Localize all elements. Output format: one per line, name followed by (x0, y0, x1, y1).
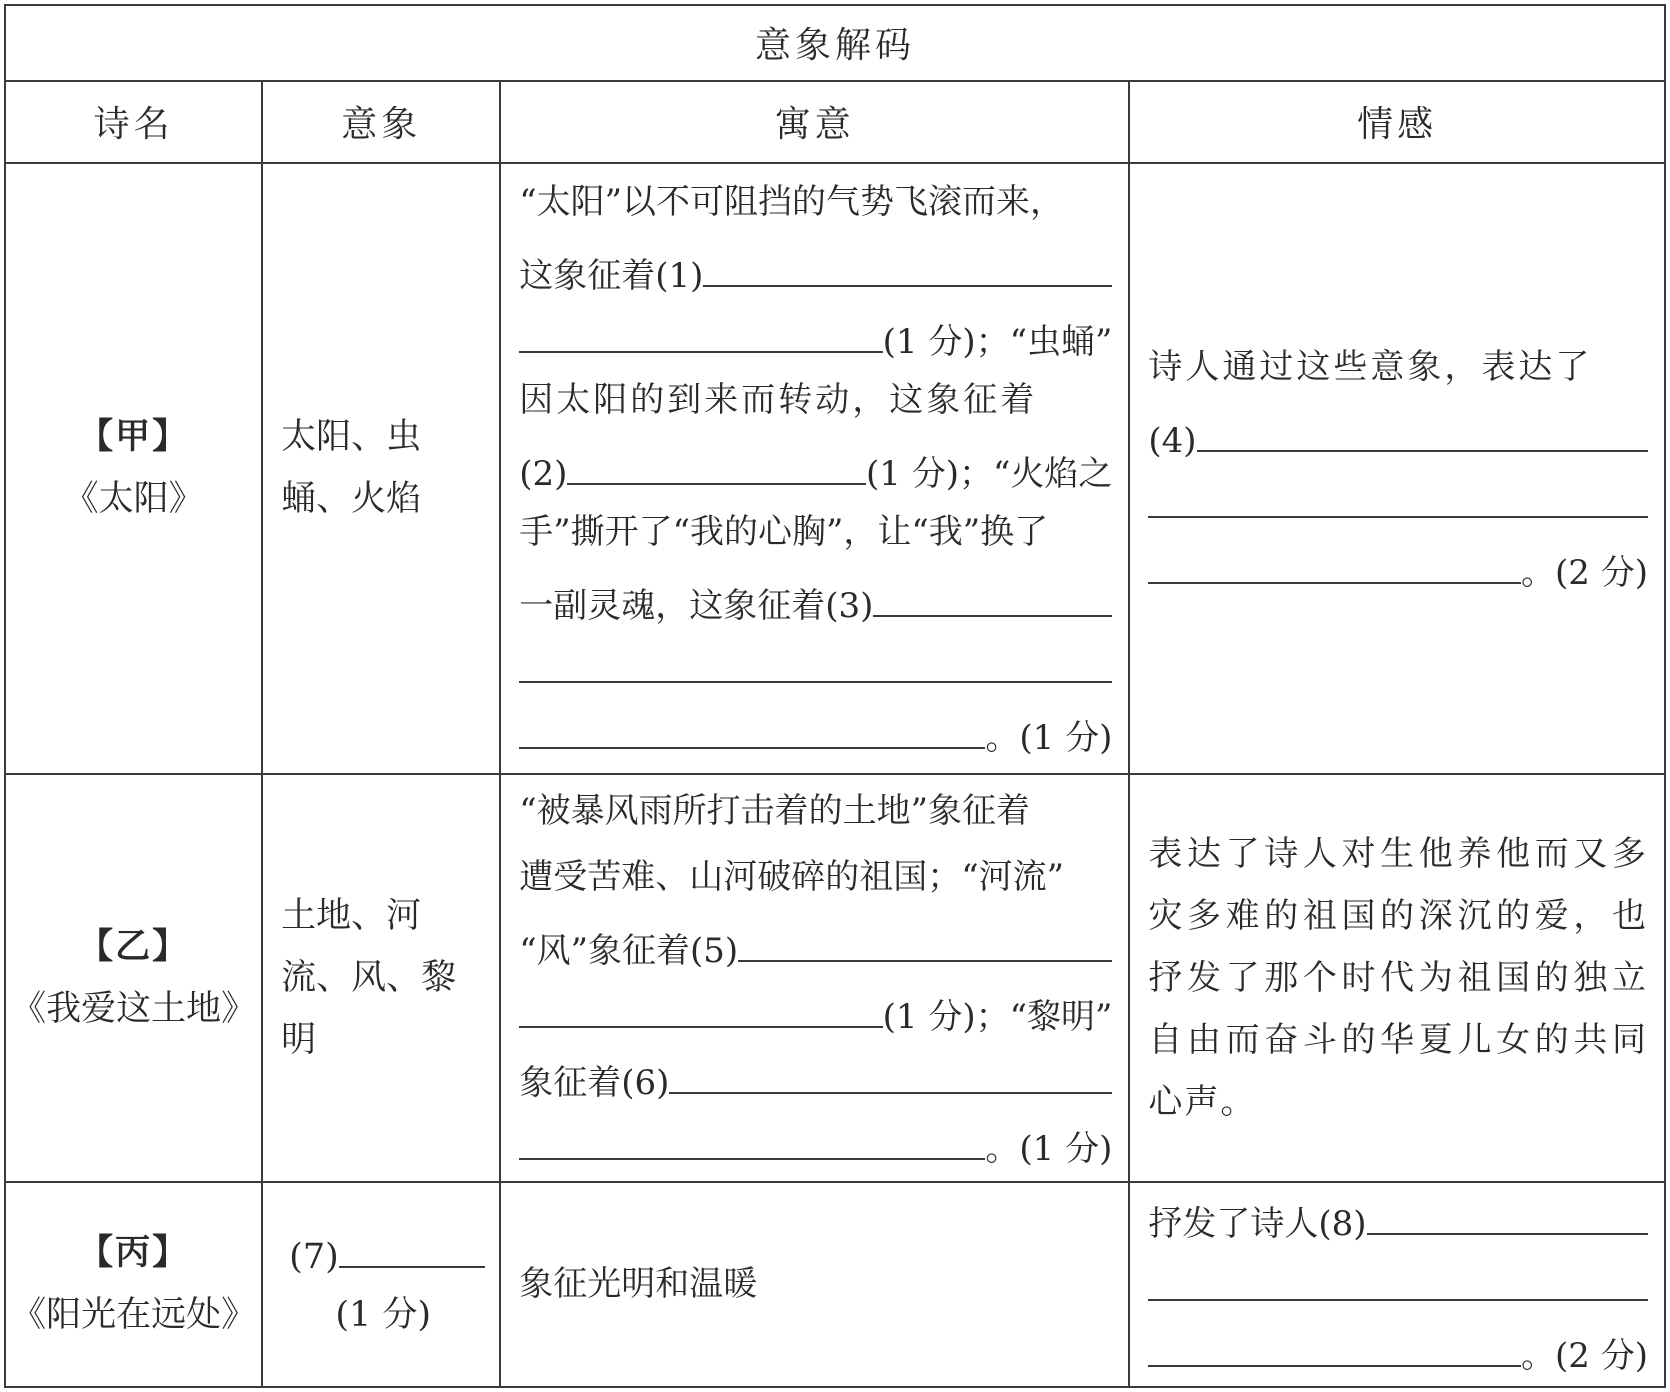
table-row-bing (5, 1182, 1665, 1387)
meaning-text: 一副灵魂，这象征着(3) (519, 586, 874, 627)
meaning-text: (2) (519, 454, 568, 495)
table-row-jia (5, 163, 1665, 774)
meaning-cell-jia (500, 163, 1129, 774)
answer-blank-5-cont[interactable] (519, 978, 882, 1028)
poem-tag: 【乙】 (78, 925, 190, 967)
answer-blank-1[interactable] (703, 237, 1112, 287)
meaning-cell-bing: 象征光明和温暖 (500, 1182, 1129, 1387)
emotion-cell-jia (1129, 163, 1665, 774)
imagery-cell-jia: 太阳、虫蛹、火焰 (262, 163, 500, 774)
answer-blank-4-end[interactable] (1148, 534, 1521, 584)
imagery-cell-yi: 土地、河流、风、黎明 (262, 774, 500, 1182)
header-imagery: 意象 (262, 81, 500, 163)
emotion-text: 表达了诗人对生他养他而又多灾多难的祖国的深沉的爱，也抒发了那个时代为祖国的独立自由而奋斗的华夏儿女的共同心声。 (1148, 833, 1648, 1122)
meaning-text: 遭受苦难、山河破碎的祖国；“河流” (519, 856, 1064, 897)
points-label: 。(2 分) (1521, 553, 1648, 594)
answer-blank-2[interactable] (567, 435, 866, 485)
points-label: (1 分)；“黎明” (882, 996, 1113, 1037)
meaning-text: 手”撕开了“我的心胸”，让“我”换了 (519, 512, 1049, 553)
meaning-text: 这象征着(1) (519, 256, 704, 297)
answer-blank-6[interactable] (669, 1044, 1112, 1094)
poem-cell-jia (5, 163, 262, 774)
answer-blank-8-end[interactable] (1148, 1317, 1521, 1367)
poem-title: 《太阳》 (63, 479, 204, 520)
emotion-text: 抒发了诗人(8) (1148, 1204, 1367, 1245)
header-row (5, 81, 1665, 163)
points-label: 。(1 分) (985, 718, 1113, 759)
poem-title: 《阳光在远处》 (11, 1295, 257, 1336)
emotion-cell-bing (1129, 1182, 1665, 1387)
answer-blank-3-end[interactable] (519, 699, 985, 749)
answer-blank-4-cont[interactable] (1148, 468, 1648, 518)
poem-cell-yi (5, 774, 262, 1182)
imagery-decoding-table (4, 4, 1666, 1388)
points-label: 。(2 分) (1521, 1336, 1648, 1377)
blank-label: (7) (289, 1237, 339, 1278)
points-label: (1 分)；“火焰之 (865, 454, 1113, 495)
meaning-text: 因太阳的到来而转动，这象征着 (519, 380, 1038, 421)
header-emotion: 情感 (1129, 81, 1665, 163)
emotion-cell-yi (1129, 774, 1665, 1182)
answer-blank-4[interactable] (1197, 402, 1648, 452)
meaning-text: “太阳”以不可阻挡的气势飞滚而来， (519, 182, 1064, 223)
answer-blank-6-cont[interactable] (519, 1110, 985, 1160)
emotion-text: 诗人通过这些意象，表达了 (1148, 347, 1593, 388)
meaning-text: “被暴风雨所打击着的土地”象征着 (519, 790, 1030, 831)
header-meaning: 寓意 (500, 81, 1129, 163)
answer-blank-7[interactable] (339, 1218, 485, 1268)
table-title: 意象解码 (5, 5, 1665, 81)
header-poem-name: 诗名 (5, 81, 262, 163)
poem-tag: 【甲】 (78, 416, 190, 458)
points-label: (1 分)；“虫蛹” (882, 322, 1113, 363)
meaning-text: “风”象征着(5) (519, 930, 739, 971)
answer-blank-8[interactable] (1367, 1185, 1648, 1235)
imagery-cell-bing (262, 1182, 500, 1387)
answer-blank-1-cont[interactable] (519, 303, 882, 353)
points-label: 。(1 分) (985, 1128, 1113, 1169)
poem-title: 《我爱这土地》 (11, 988, 257, 1029)
emotion-text: (4) (1148, 421, 1197, 462)
imagery-decoding-table-container (4, 4, 1666, 1388)
table-row-yi (5, 774, 1665, 1182)
meaning-text: 象征着(6) (519, 1062, 670, 1103)
answer-blank-5[interactable] (738, 912, 1112, 962)
poem-cell-bing (5, 1182, 262, 1387)
answer-blank-3[interactable] (873, 567, 1112, 617)
answer-blank-3-cont[interactable] (519, 633, 1112, 683)
poem-tag: 【丙】 (78, 1232, 190, 1274)
points-label: (1 分) (335, 1295, 432, 1336)
meaning-cell-yi (500, 774, 1129, 1182)
answer-blank-8-cont[interactable] (1148, 1251, 1648, 1301)
